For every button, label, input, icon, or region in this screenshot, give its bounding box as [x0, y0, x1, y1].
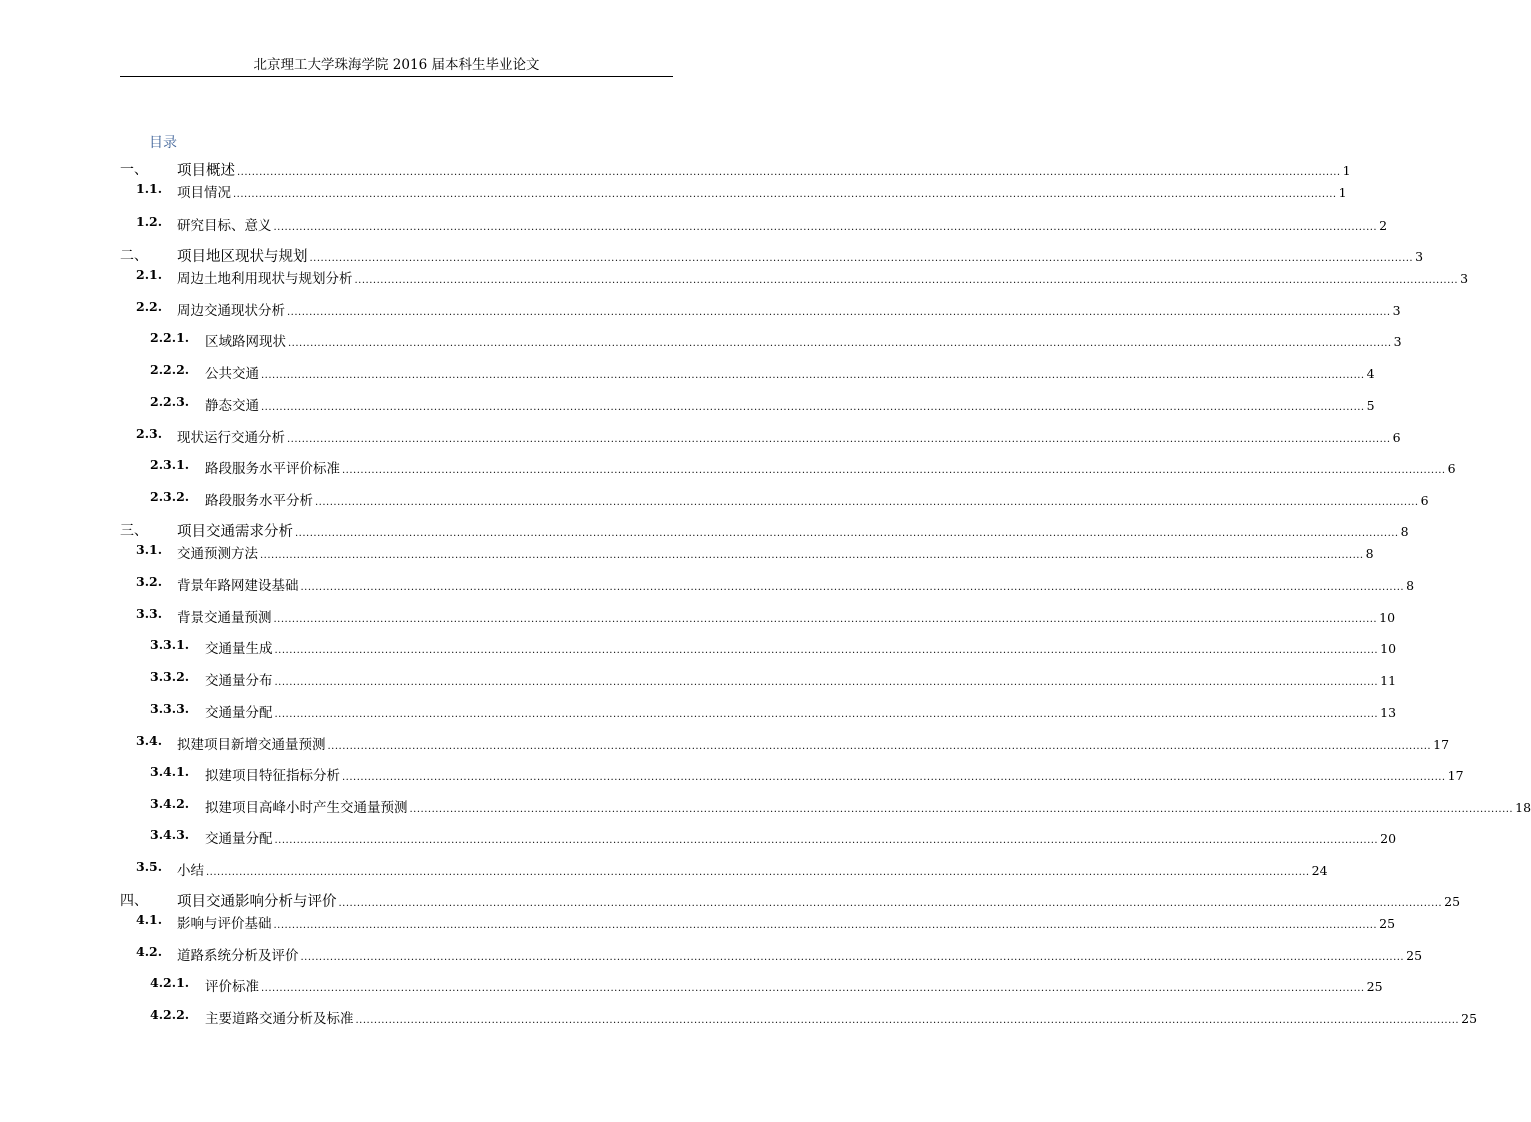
toc-entry-page: 10: [1379, 610, 1396, 625]
toc-entry[interactable]: [0, 890, 1461, 910]
toc-entry-label: 静态交通: [205, 398, 259, 414]
toc-entry-number: 3.1.: [136, 542, 163, 557]
toc-entry-number: 4.2.1.: [150, 975, 190, 990]
toc-entry-number: 2.2.3.: [150, 394, 190, 409]
toc-entry-label: 项目概述: [177, 163, 235, 179]
toc-entry-number: 三、: [120, 523, 148, 539]
toc-entry[interactable]: [0, 159, 1351, 179]
toc-leader-dots: ............................................................................................................................................................................................................................................................................................................: [327, 741, 1432, 752]
toc-entry-label: 背景交通量预测: [177, 610, 272, 626]
toc-entry[interactable]: [0, 214, 1388, 234]
toc-leader-dots: ............................................................................................................................................................................................................................................................................................................: [261, 370, 1365, 381]
toc-entry[interactable]: [0, 299, 1401, 319]
toc-entry-page: 1: [1342, 163, 1351, 178]
toc-entry-label: 区域路网现状: [205, 334, 286, 350]
toc-leader-dots: ............................................................................................................................................................................................................................................................................................................: [295, 528, 1399, 539]
toc-entry-label: 影响与评价基础: [177, 916, 272, 932]
toc-entry[interactable]: [0, 574, 1415, 594]
toc-entry-label: 项目交通影响分析与评价: [177, 894, 337, 910]
toc-entry-page: 24: [1311, 863, 1328, 878]
toc-leader-dots: ............................................................................................................................................................................................................................................................................................................: [342, 772, 1446, 783]
toc-entry-number: 一、: [120, 162, 148, 178]
toc-entry[interactable]: [0, 426, 1401, 446]
toc-entry-page: 3: [1460, 271, 1469, 286]
toc-entry-page: 3: [1415, 249, 1424, 264]
toc-entry-number: 3.3.3.: [150, 701, 190, 716]
toc-entry[interactable]: [0, 669, 1397, 689]
toc-entry-label: 项目情况: [177, 185, 231, 201]
toc-leader-dots: ............................................................................................................................................................................................................................................................................................................: [409, 804, 1514, 815]
toc-entry-number: 3.3.: [136, 606, 163, 621]
toc-entry-label: 背景年路网建设基础: [177, 578, 299, 594]
toc-entry[interactable]: [0, 489, 1429, 509]
toc-entry-label: 交通量分配: [205, 705, 273, 721]
toc-entry-label: 拟建项目新增交通量预测: [177, 737, 326, 753]
toc-leader-dots: ............................................................................................................................................................................................................................................................................................................: [355, 1015, 1460, 1026]
toc-entry[interactable]: [0, 701, 1397, 721]
toc-entry-number: 4.2.2.: [150, 1007, 190, 1022]
toc-entry-number: 1.2.: [136, 214, 163, 229]
toc-entry-page: 3: [1392, 303, 1401, 318]
toc-entry[interactable]: [0, 827, 1397, 847]
toc-entry[interactable]: [0, 181, 1347, 201]
toc-entry-page: 25: [1406, 948, 1423, 963]
toc-entry-label: 交通量生成: [205, 641, 273, 657]
toc-leader-dots: ............................................................................................................................................................................................................................................................................................................: [309, 253, 1414, 264]
toc-entry-page: 20: [1380, 831, 1397, 846]
toc-entry-label: 交通量分配: [205, 831, 273, 847]
toc-leader-dots: ............................................................................................................................................................................................................................................................................................................: [206, 867, 1310, 878]
toc-entry-label: 拟建项目高峰小时产生交通量预测: [205, 800, 408, 816]
toc-entry-label: 交通预测方法: [177, 546, 258, 562]
toc-entry-label: 公共交通: [205, 366, 259, 382]
toc-entry-number: 2.2.: [136, 299, 163, 314]
toc-entry-number: 2.1.: [136, 267, 163, 282]
toc-entry-number: 3.2.: [136, 574, 163, 589]
toc-entry-page: 25: [1366, 979, 1383, 994]
toc-entry[interactable]: [0, 267, 1469, 287]
toc-entry-label: 研究目标、意义: [177, 218, 272, 234]
toc-entry[interactable]: [0, 796, 1531, 816]
toc-entry[interactable]: [0, 764, 1464, 784]
toc-leader-dots: ............................................................................................................................................................................................................................................................................................................: [342, 465, 1446, 476]
toc-entry-page: 13: [1380, 705, 1397, 720]
toc-entry[interactable]: [0, 330, 1402, 350]
toc-leader-dots: ............................................................................................................................................................................................................................................................................................................: [287, 434, 1391, 445]
toc-entry[interactable]: [0, 1007, 1478, 1027]
toc-entry-page: 1: [1338, 185, 1347, 200]
page-header: 北京理工大学珠海学院 2016 届本科生毕业论文: [120, 56, 673, 77]
toc-leader-dots: ............................................................................................................................................................................................................................................................................................................: [274, 709, 1379, 720]
toc-leader-dots: ............................................................................................................................................................................................................................................................................................................: [273, 614, 1378, 625]
toc-entry[interactable]: [0, 362, 1375, 382]
toc-entry-number: 二、: [120, 248, 148, 264]
toc-entry[interactable]: [0, 859, 1328, 879]
toc-entry-label: 周边交通现状分析: [177, 303, 285, 319]
toc-entry-page: 18: [1515, 800, 1531, 815]
toc-entry-number: 2.2.1.: [150, 330, 190, 345]
toc-entry-label: 主要道路交通分析及标准: [205, 1011, 354, 1027]
toc-entry-page: 10: [1380, 641, 1397, 656]
toc-entry-number: 4.2.: [136, 944, 163, 959]
toc-entry[interactable]: [0, 637, 1397, 657]
toc-entry-page: 17: [1433, 737, 1450, 752]
toc-entry-page: 25: [1461, 1011, 1478, 1026]
toc-leader-dots: ............................................................................................................................................................................................................................................................................................................: [261, 983, 1365, 994]
toc-entry-page: 8: [1365, 546, 1374, 561]
toc-entry-number: 3.4.2.: [150, 796, 190, 811]
toc-entry[interactable]: [0, 520, 1409, 540]
toc-entry-page: 2: [1379, 218, 1388, 233]
toc-entry-page: 4: [1366, 366, 1375, 381]
toc-entry[interactable]: [0, 606, 1396, 626]
toc-entry-number: 2.3.1.: [150, 457, 190, 472]
toc-leader-dots: ............................................................................................................................................................................................................................................................................................................: [274, 645, 1379, 656]
toc-entry-label: 道路系统分析及评价: [177, 948, 299, 964]
toc-leader-dots: ............................................................................................................................................................................................................................................................................................................: [287, 307, 1391, 318]
toc-entry-page: 8: [1406, 578, 1415, 593]
toc-entry-number: 4.1.: [136, 912, 163, 927]
toc-entry-number: 3.4.1.: [150, 764, 190, 779]
toc-entry[interactable]: [0, 912, 1396, 932]
toc-entry-page: 6: [1392, 430, 1401, 445]
toc-leader-dots: ............................................................................................................................................................................................................................................................................................................: [300, 952, 1405, 963]
toc-entry-number: 2.3.: [136, 426, 163, 441]
toc-entry-label: 小结: [177, 863, 204, 879]
toc-entry[interactable]: [0, 394, 1375, 414]
toc-title: 目录: [149, 135, 177, 151]
toc-entry-page: 17: [1447, 768, 1464, 783]
toc-entry[interactable]: [0, 245, 1424, 265]
toc-entry-label: 周边土地利用现状与规划分析: [177, 271, 353, 287]
toc-entry[interactable]: [0, 733, 1450, 753]
toc-entry-label: 评价标准: [205, 979, 259, 995]
toc-entry-number: 2.3.2.: [150, 489, 190, 504]
toc-leader-dots: ............................................................................................................................................................................................................................................................................................................: [315, 497, 1419, 508]
toc-entry-page: 8: [1400, 524, 1409, 539]
toc-leader-dots: ............................................................................................................................................................................................................................................................................................................: [233, 189, 1337, 200]
toc-leader-dots: ............................................................................................................................................................................................................................................................................................................: [273, 920, 1378, 931]
toc-entry-label: 路段服务水平评价标准: [205, 461, 340, 477]
toc-entry[interactable]: [0, 944, 1423, 964]
toc-entry-page: 6: [1420, 493, 1429, 508]
toc-leader-dots: ............................................................................................................................................................................................................................................................................................................: [273, 222, 1378, 233]
toc-entry-label: 项目地区现状与规划: [177, 249, 308, 265]
toc-entry-number: 四、: [120, 893, 148, 909]
toc-entry-number: 3.3.1.: [150, 637, 190, 652]
toc-leader-dots: ............................................................................................................................................................................................................................................................................................................: [260, 550, 1364, 561]
toc-entry-page: 25: [1444, 894, 1461, 909]
toc-entry-label: 交通量分布: [205, 673, 273, 689]
toc-entry-page: 11: [1380, 673, 1397, 688]
toc-entry-page: 5: [1366, 398, 1375, 413]
toc-entry-label: 路段服务水平分析: [205, 493, 313, 509]
toc-entry[interactable]: [0, 975, 1383, 995]
toc-entry-page: 6: [1447, 461, 1456, 476]
toc-entry-number: 3.4.3.: [150, 827, 190, 842]
toc-entry-number: 3.4.: [136, 733, 163, 748]
toc-entry-page: 25: [1379, 916, 1396, 931]
toc-leader-dots: ............................................................................................................................................................................................................................................................................................................: [274, 835, 1379, 846]
toc-leader-dots: ............................................................................................................................................................................................................................................................................................................: [300, 582, 1405, 593]
toc-entry[interactable]: [0, 542, 1374, 562]
toc-entry-label: 项目交通需求分析: [177, 524, 293, 540]
toc-leader-dots: ............................................................................................................................................................................................................................................................................................................: [338, 898, 1443, 909]
toc-entry-label: 现状运行交通分析: [177, 430, 285, 446]
toc-entry-label: 拟建项目特征指标分析: [205, 768, 340, 784]
toc-entry-number: 3.5.: [136, 859, 163, 874]
toc-entry-number: 1.1.: [136, 181, 163, 196]
toc-leader-dots: ............................................................................................................................................................................................................................................................................................................: [261, 402, 1365, 413]
toc-leader-dots: ............................................................................................................................................................................................................................................................................................................: [237, 167, 1341, 178]
toc-leader-dots: ............................................................................................................................................................................................................................................................................................................: [288, 338, 1392, 349]
toc-entry-number: 3.3.2.: [150, 669, 190, 684]
toc-entry-page: 3: [1393, 334, 1402, 349]
toc-leader-dots: ............................................................................................................................................................................................................................................................................................................: [274, 677, 1379, 688]
toc-entry[interactable]: [0, 457, 1456, 477]
toc-leader-dots: ............................................................................................................................................................................................................................................................................................................: [354, 275, 1459, 286]
toc-entry-number: 2.2.2.: [150, 362, 190, 377]
